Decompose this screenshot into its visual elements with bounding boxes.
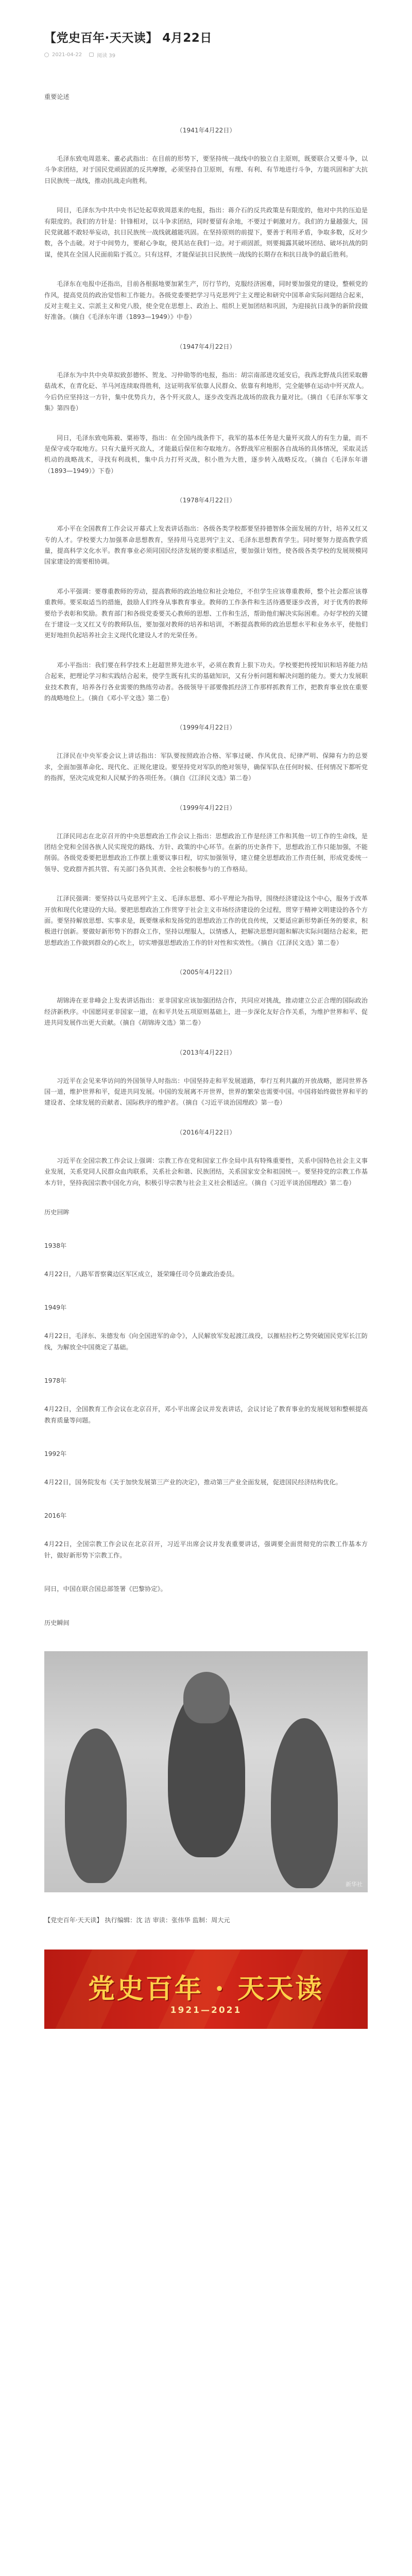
events-label: 历史回眸 [44,1208,70,1216]
photo-figure-head [183,1672,230,1723]
photo-label: 历史瞬间 [44,1619,70,1626]
date-heading: （2005年4月22日） [176,969,236,976]
paragraph: 毛泽东在电报中还指出，目前各根据地要加紧生产，厉行节约，克服经济困难，同时要加强党的建设，整顿党的作风，提高党员的政治觉悟和工作能力。各级党委要把学习马克思列宁主义理论和研究中国革命实际问题结合起来，反对主观主义、宗派主义和党八股，使全党在思想上、政治上、组织上更加团结和巩固，为迎接抗日战争的新阶段做好准备。（摘自《毛泽东年谱（1893—1949）》中卷） [44,280,368,321]
event-text: 4月22日，全国宗教工作会议在北京召开，习近平出席会议并发表重要讲话，强调要全面贯彻党的宗教工作基本方针，做好新形势下宗教工作。 [44,1540,368,1559]
date-heading: （1947年4月22日） [176,343,236,350]
content-blocks [44,125,368,1189]
paragraph: 江泽民强调：要坚持以马克思列宁主义、毛泽东思想、邓小平理论为指导，围绕经济建设这个中心，服务于改革开放和现代化建设的大局。要把思想政治工作贯穿于社会主义市场经济建设的全过程，贯穿于精神文明建设的各个方面。要坚持解放思想、实事求是，既要继承和发扬党的思想政治工作的优良传统，又要适应新形势新任务的要求，积极进行创新。要做好新形势下的群众工作，坚持以理服人，以情感人，把解决思想问题和解决实际问题结合起来，把思想政治工作做到群众的心坎上，切实增强思想政治工作的针对性和实效性。（摘自《江泽民文选》第二卷） [44,895,368,946]
historical-photo [44,1651,368,1892]
caption: 【党史百年·天天读】 执行编辑：沈 洁 审读：张伟华 监制：周大元 [44,1916,230,1924]
date-heading: （1941年4月22日） [176,127,236,134]
article-title: 【党史百年·天天读】 4月22日 [44,31,212,45]
event-text: 4月22日，毛泽东、朱德发布《向全国进军的命令》，人民解放军发起渡江战役，以摧枯拉朽之势突破国民党军长江防线，为解放全中国奠定了基础。 [44,1332,368,1351]
photo-watermark: 新华社 [346,1880,363,1888]
event-year: 1938年 [44,1242,67,1249]
paragraph: 毛泽东为中共中央草拟致彭德怀、贺龙、习仲勋等的电报，指出：胡宗南部进攻延安后，我西北野战兵团采取蘑菇战术，在青化砭、羊马河连续取得胜利，这证明我军依靠人民群众、依靠有利地形，完全能够在运动中歼灭敌人。今后仍应坚持这一方针，集中优势兵力，各个歼灭敌人，逐步改变西北战场的敌我力量对比。（摘自《毛泽东军事文集》第四卷） [44,371,368,412]
event-text: 4月22日，全国教育工作会议在北京召开，邓小平出席会议并发表讲话，会议讨论了教育事业的发展规划和整顿提高教育质量等问题。 [44,1405,368,1424]
article-body [44,92,368,2029]
paragraph: 江泽民同志在北京召开的中央思想政治工作会议上指出：思想政治工作是经济工作和其他一切工作的生命线，是团结全党和全国各族人民实现党的路线、方针、政策的中心环节。在新的历史条件下，思想政治工作只能加强，不能削弱。各级党委要把思想政治工作摆上重要议事日程，切实加强领导，建立健全思想政治工作责任制，形成党委统一领导、党政群齐抓共管、有关部门各负其责、全社会积极参与的工作格局。 [44,832,368,873]
article-views: 阅读 39 [97,53,116,59]
event-year: 2016年 [44,1512,67,1520]
paragraph: 习近平在会见来华访问的外国领导人时指出：中国坚持走和平发展道路，奉行互利共赢的开放战略，愿同世界各国一道，维护世界和平，促进共同发展。中国的发展离不开世界，世界的繁荣也需要中国。中国将始终做世界和平的建设者、全球发展的贡献者、国际秩序的维护者。（摘自《习近平谈治国理政》第一卷） [44,1077,368,1107]
paragraph: 毛泽东致电周恩来、董必武指出：在目前的形势下，要坚持统一战线中的独立自主原则，既要联合又要斗争，以斗争求团结，对于国民党顽固派的反共摩擦，必须坚持自卫原则，有理、有利、有节地进行斗争，方能巩固和扩大抗日民族统一战线，推动抗战走向胜利。 [44,155,368,184]
event-year: 1978年 [44,1377,67,1385]
article-time: 2021-04-22 [52,52,82,58]
event-year: 1949年 [44,1304,67,1312]
section-label: 重要论述 [44,93,70,100]
event-text: 4月22日，国务院发布《关于加快发展第三产业的决定》，推动第三产业全面发展，促进国民经济结构优化。 [44,1478,342,1486]
date-heading: （2016年4月22日） [176,1128,236,1136]
paragraph: 习近平在全国宗教工作会议上强调：宗教工作在党和国家工作全局中具有特殊重要性，关系中国特色社会主义事业发展，关系党同人民群众血肉联系，关系社会和谐、民族团结，关系国家安全和祖国统一。要坚持党的宗教工作基本方针，坚持我国宗教中国化方向，积极引导宗教与社会主义社会相适应。（摘自《习近平谈治国理政》第二卷） [44,1157,368,1187]
date-heading: （1999年4月22日） [176,804,236,811]
paragraph: 江泽民在中央军委会议上讲话指出：军队要按照政治合格、军事过硬、作风优良、纪律严明、保障有力的总要求，全面加强革命化、现代化、正规化建设。要坚持党对军队的绝对领导，确保军队在任何时候、任何情况下都听党的指挥，坚决完成党和人民赋予的各项任务。（摘自《江泽民文选》第二卷） [44,752,368,782]
paragraph: 邓小平在全国教育工作会议开幕式上发表讲话指出：各级各类学校都要坚持德智体全面发展的方针，培养又红又专的人才。学校要大力加强革命思想教育，坚持用马克思列宁主义、毛泽东思想教育学生。同时要努力提高教学质量，提高科学文化水平。教育事业必须同国民经济发展的要求相适应，要加强计划性，使各级各类学校的发展规模同国家建设的需要相协调。 [44,525,368,566]
article [44,0,368,2029]
date-heading: （1978年4月22日） [176,497,236,504]
events-list [44,1241,368,1561]
banner-years: 1921—2021 [170,2005,242,2015]
event-text: 4月22日，八路军晋察冀边区军区成立，聂荣臻任司令员兼政治委员。 [44,1270,238,1278]
date-heading: （1999年4月22日） [176,724,236,732]
photo-figure-right [271,1718,338,1888]
paragraph: 同日，毛泽东为中共中央书记处起草致周恩来的电报，指出：蒋介石的反共政策是有限度的，他对中共的压迫是有限度的。我们的方针是：针锋相对，以斗争求团结，同时要留有余地，不要过于刺激对方。我们的力量越强大，国民党就越不敢轻举妄动，抗日民族统一战线就越能巩固。在坚持原则的前提下，要善于利用矛盾，争取多数，反对少数，各个击破。对于中间势力，要耐心争取，使其站在我们一边。对于顽固派，则要揭露其破坏团结、破坏抗战的阴谋，使其在全国人民面前陷于孤立。只有这样，才能保证抗日民族统一战线的长期存在和抗日战争的最后胜利。 [44,207,368,258]
paragraph: 胡锦涛在亚非峰会上发表讲话指出：亚非国家应该加强团结合作，共同应对挑战，推动建立公正合理的国际政治经济新秩序。中国愿同亚非国家一道，在和平共处五项原则基础上，进一步深化友好合作关系，为维护世界和平、促进共同发展作出更大贡献。（摘自《胡锦涛文选》第二卷） [44,997,368,1027]
banner-title: 党史百年 · 天天读 [88,1973,324,2005]
clock-icon [44,53,49,57]
paragraph: 邓小平强调：要尊重教师的劳动，提高教师的政治地位和社会地位，不但学生应该尊重教师，整个社会都应该尊重教师。要采取适当的措施，鼓励人们终身从事教育事业。教师的工作条件和生活待遇要逐步改善，对于优秀的教师要给予表彰和奖励。教育部门和各级党委要关心教师的思想、工作和生活，帮助他们解决实际困难。办好学校的关键在于建设一支又红又专的教师队伍，要加强对教师的培养和培训，不断提高教师的政治思想水平和业务水平，使他们更好地担负起培养社会主义现代化建设人才的光荣任务。 [44,587,368,639]
paragraph: 邓小平指出：我们要在科学技术上赶超世界先进水平，必须在教育上狠下功夫。学校要把传授知识和培养能力结合起来，把理论学习和实践结合起来，使学生既有扎实的基础知识，又有分析问题和解决问题的能力。要大力发展职业技术教育，培养各行各业需要的熟练劳动者。各级领导干部要像抓经济工作那样抓教育工作，把教育事业放在重要的战略地位上。（摘自《邓小平文选》第二卷） [44,661,368,702]
paragraph: 同日，毛泽东致电陈毅、粟裕等，指出：在全国内战条件下，我军的基本任务是大量歼灭敌人的有生力量，而不是保守或夺取地方。只有大量歼灭敌人，才能最后保住和夺取地方。各野战军应根据各自战场的具体情况，采取灵活机动的战略战术，寻找有利战机，集中兵力打歼灭战，积小胜为大胜，逐步转入战略反攻。（摘自《毛泽东年谱（1893—1949）》下卷） [44,434,368,474]
event-year: 1992年 [44,1450,67,1458]
footer-banner [44,1950,368,2029]
eye-icon [89,53,94,57]
events-extra: 同日，中国在联合国总部签署《巴黎协定》。 [44,1585,167,1593]
photo-figure-left [65,1728,127,1883]
date-heading: （2013年4月22日） [176,1048,236,1056]
article-meta [44,50,368,59]
